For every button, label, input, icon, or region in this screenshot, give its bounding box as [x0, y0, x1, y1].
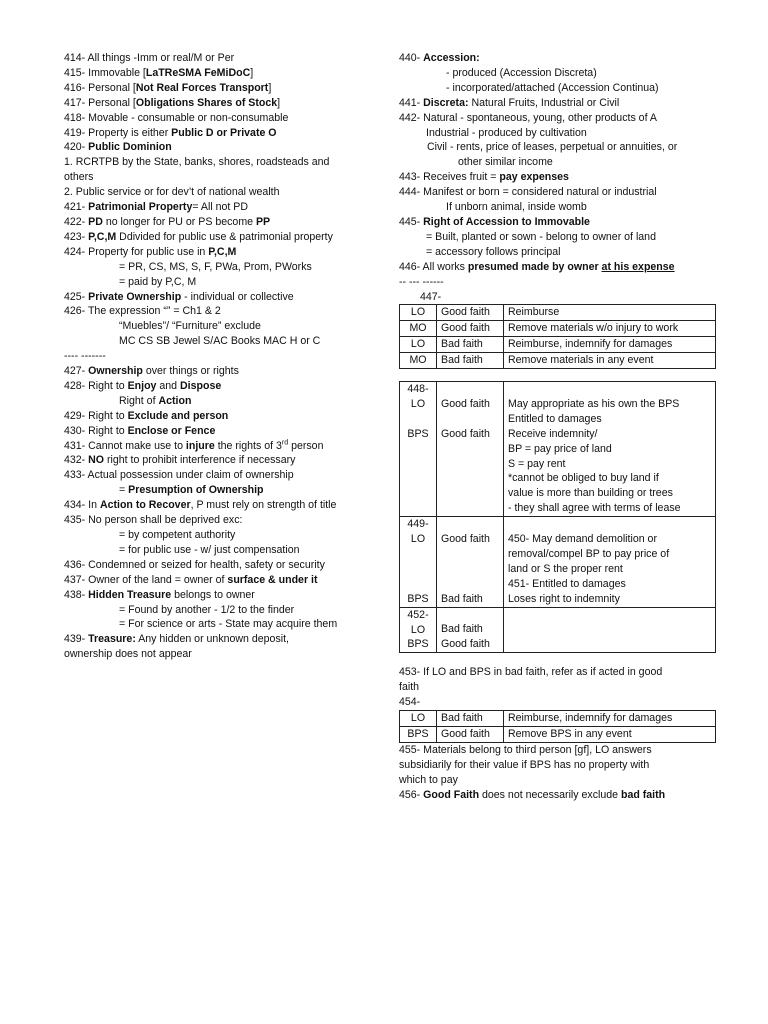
party-cell [400, 382, 437, 517]
cell-line: LO [410, 397, 426, 410]
cell-line: LO [410, 623, 426, 636]
bold-text: Presumption of Ownership [128, 484, 264, 497]
text-line [64, 379, 364, 394]
cell-line [402, 501, 434, 516]
text-line [64, 528, 364, 543]
cell-line [441, 517, 499, 532]
bold-text: Public D or Private O [171, 126, 277, 139]
text-line [64, 424, 364, 439]
text-line [64, 81, 364, 96]
text: which to pay [399, 773, 458, 786]
text: person [288, 439, 324, 452]
cell-line [402, 412, 434, 427]
bold-text: LaTReSMA FeMiDoC [145, 66, 251, 79]
text-line [64, 185, 364, 200]
table-row [400, 305, 716, 321]
text: 425- [64, 290, 89, 303]
text: 437- Owner of the land = owner of [64, 573, 228, 586]
text-line [399, 230, 717, 245]
cell-line: LO [410, 533, 426, 546]
text: 426- The expression “” = Ch1 & 2 [64, 305, 221, 318]
bold-text: Good Faith [423, 788, 480, 801]
text-line [399, 680, 717, 695]
text: other similar income [458, 156, 553, 169]
text: Right of [119, 394, 159, 407]
text: 447- [420, 290, 442, 303]
text-line [64, 170, 364, 185]
cell-line [441, 562, 499, 577]
table-row [400, 337, 716, 353]
text-line [64, 439, 364, 454]
text: 431- Cannot make use to [64, 439, 186, 452]
text: ownership does not appear [64, 648, 192, 661]
text-line [64, 51, 364, 66]
bold-text: P,C,M [208, 245, 237, 258]
cell-line [508, 517, 711, 532]
text: MC CS SB Jewel S/AC Books MAC H or C [119, 335, 321, 348]
text: Ddivided for public use & patrimonial property [116, 230, 333, 243]
text: If unborn animal, inside womb [446, 201, 587, 214]
text: 421- [64, 201, 89, 214]
text: 414- All things -Imm or real/M or Per [64, 52, 235, 64]
cell-line [508, 637, 711, 652]
bold-text: injure [185, 439, 215, 452]
text: 438- [64, 588, 89, 601]
text-line [399, 155, 717, 170]
text: -- --- ------ [399, 275, 444, 288]
cell-line [441, 412, 499, 427]
text: 417- Personal [ [64, 96, 136, 109]
text-line [399, 96, 717, 111]
text: 453- If LO and BPS in bad faith, refer as if acted in good [399, 666, 663, 679]
cell-line: Loses right to indemnity [508, 592, 620, 605]
text-line [64, 126, 364, 141]
text: ---- ------- [64, 350, 106, 363]
cell-line: Receive indemnity/ [508, 427, 598, 440]
text: others [64, 171, 94, 184]
bold-text: PD [88, 215, 103, 228]
text-line [399, 185, 717, 200]
bold-text: NO [88, 454, 105, 467]
party-cell: MO [400, 353, 437, 369]
cell-line: removal/compel BP to pay price of [508, 547, 670, 560]
text: subsidiarily for their value if BPS has no property with [399, 758, 650, 771]
cell-line [402, 547, 434, 562]
effect-cell: Remove BPS in any event [504, 726, 716, 742]
text-line [399, 773, 717, 788]
text-line [64, 200, 364, 215]
cell-line [441, 608, 499, 623]
cell-line [441, 547, 499, 562]
text: does not necessarily exclude [479, 788, 621, 801]
table-row [400, 321, 716, 337]
bold-text: Dispose [180, 379, 222, 392]
text-line [64, 290, 364, 305]
bold-text: Action [158, 394, 192, 407]
cell-line: value is more than building or trees [508, 487, 673, 500]
right-column [399, 51, 717, 802]
text-line [64, 140, 364, 155]
effect-cell: Remove materials w/o injury to work [504, 321, 716, 337]
text: 445- [399, 215, 424, 228]
text: = accessory follows principal [426, 245, 561, 258]
notes-455-456 [399, 743, 717, 803]
text: 444- Manifest or born = considered natural or industrial [399, 186, 657, 199]
effect-cell [504, 382, 716, 517]
cell-line: land or S the proper rent [508, 562, 623, 575]
text-line [64, 96, 364, 111]
cell-line [402, 562, 434, 577]
text: = Built, planted or sown - belong to owner of land [426, 230, 656, 243]
table-row [400, 726, 716, 742]
text-line [399, 200, 717, 215]
table-row [400, 353, 716, 369]
faith-cell: Good faith [437, 305, 504, 321]
text: 1. RCRTPB by the State, banks, shores, roadsteads and [64, 156, 330, 169]
cell-line: May appropriate as his own the BPS [508, 397, 680, 410]
text: belongs to owner [171, 588, 255, 601]
text: , P must rely on strength of title [190, 499, 337, 512]
text: rd [281, 439, 289, 447]
bold-text: Right of Accession to Immovable [423, 215, 590, 228]
text: = for public use - w/ just compensation [119, 543, 300, 556]
text: 424- Property for public use in [64, 245, 209, 258]
text: “Muebles”/ “Furniture” exclude [119, 320, 261, 333]
cell-line: Good faith [441, 638, 490, 651]
text: 423- [64, 230, 89, 243]
accession-notes [399, 51, 717, 304]
notes-453-454 [399, 665, 717, 710]
text: over things or rights [142, 365, 239, 378]
table-row [400, 607, 716, 653]
text: = [119, 484, 129, 497]
text: 442- Natural - spontaneous, young, other products of A [399, 111, 657, 124]
text-line [399, 245, 717, 260]
text: 418- Movable - consumable or non-consumable [64, 111, 289, 124]
text-line [64, 647, 364, 662]
text-line [64, 66, 364, 81]
cell-line [402, 577, 434, 592]
bold-text: PP [255, 215, 271, 228]
text: = Found by another - 1/2 to the finder [119, 603, 295, 616]
faith-cell: Bad faith [437, 711, 504, 727]
text: 428- Right to [64, 379, 128, 392]
cell-line: BPS [407, 427, 429, 440]
cell-line: - they shall agree with terms of lease [508, 502, 681, 515]
text-line [399, 665, 717, 680]
text: ] [277, 96, 281, 109]
text: 429- Right to [64, 409, 128, 422]
bold-text: Action to Recover [99, 499, 191, 512]
text-line [64, 275, 364, 290]
bold-text: Patrimonial Property [88, 201, 193, 214]
text-line [64, 632, 364, 647]
party-cell: LO [400, 711, 437, 727]
text-line [64, 483, 364, 498]
bold-text: Not Real Forces Transport [135, 81, 269, 94]
left-column [64, 51, 364, 662]
text: 436- Condemned or seized for health, safety or security [64, 558, 325, 571]
party-cell [400, 607, 437, 653]
bold-text: Public Dominion [88, 141, 172, 154]
bold-text: Obligations Shares of Stock [135, 96, 278, 109]
table-448-452 [399, 381, 716, 653]
text: = PR, CS, MS, S, F, PWa, Prom, PWorks [119, 260, 312, 273]
text-line [64, 543, 364, 558]
bold-text: at his expense [601, 260, 675, 273]
bold-text: Accession: [423, 52, 480, 64]
text: Natural Fruits, Industrial or Civil [468, 96, 620, 109]
text: - individual or collective [181, 290, 294, 303]
cell-line: 450- May demand demolition or [508, 533, 657, 546]
text: 419- Property is either [64, 126, 172, 139]
bold-text: bad faith [620, 788, 666, 801]
table-447 [399, 304, 716, 369]
cell-line [508, 622, 711, 637]
text: = For science or arts - State may acquire them [119, 618, 338, 631]
effect-cell: Reimburse, indemnify for damages [504, 337, 716, 353]
table-row [400, 382, 716, 517]
text: Any hidden or unknown deposit, [135, 633, 289, 646]
cell-line: Bad faith [441, 623, 483, 636]
text-line [399, 126, 717, 141]
text: 443- Receives fruit = [399, 171, 500, 184]
faith-cell [437, 382, 504, 517]
text-line [64, 304, 364, 319]
text: 416- Personal [ [64, 81, 136, 94]
party-cell: LO [400, 337, 437, 353]
text-line [64, 453, 364, 468]
text-line [64, 588, 364, 603]
text: 427- [64, 365, 89, 378]
text-line [64, 245, 364, 260]
cell-line: Good faith [441, 533, 490, 546]
bold-text: Ownership [88, 365, 143, 378]
text-line [399, 758, 717, 773]
text-line [399, 66, 717, 81]
text-line [399, 743, 717, 758]
text: Civil - rents, price of leases, perpetual or annuities, or [427, 141, 678, 154]
text: 446- All works [399, 260, 468, 273]
text: 440- [399, 52, 424, 64]
cell-line: S = pay rent [508, 457, 566, 470]
cell-line: *cannot be obliged to buy land if [508, 472, 659, 485]
text-line [399, 51, 717, 66]
text-line [399, 275, 717, 290]
cell-line: 452- [407, 608, 429, 621]
text: right to prohibit interference if necessary [104, 454, 296, 467]
bold-text: Enclose or Fence [127, 424, 216, 437]
text: faith [399, 681, 420, 694]
text-line [399, 81, 717, 96]
text: - produced (Accession Discreta) [446, 66, 597, 79]
text-line [399, 290, 717, 305]
text: = paid by P,C, M [119, 275, 197, 288]
text-line [64, 155, 364, 170]
text: 455- Materials belong to third person [gf], LO answers [399, 743, 652, 756]
cell-line: Good faith [441, 427, 490, 440]
text-line [399, 170, 717, 185]
bold-text: pay expenses [499, 171, 569, 184]
cell-line: BPS [407, 592, 429, 605]
text: 2. Public service or for dev’t of national wealth [64, 186, 280, 199]
effect-cell: Remove materials in any event [504, 353, 716, 369]
faith-cell [437, 607, 504, 653]
bold-text: Hidden Treasure [88, 588, 172, 601]
cell-line [508, 608, 711, 623]
text-line [64, 334, 364, 349]
cell-line [402, 486, 434, 501]
cell-line: 451- Entitled to damages [508, 577, 626, 590]
faith-cell: Bad faith [437, 337, 504, 353]
text-line [64, 364, 364, 379]
bold-text: P,C,M [88, 230, 117, 243]
text: 420- [64, 141, 89, 154]
text-line [64, 230, 364, 245]
text-line [399, 695, 717, 710]
text-line [64, 513, 364, 528]
bold-text: Exclude and person [127, 409, 229, 422]
cell-line [441, 382, 499, 397]
cell-line [441, 577, 499, 592]
cell-line [402, 442, 434, 457]
text-line [399, 788, 717, 803]
text: 441- [399, 96, 424, 109]
faith-cell: Good faith [437, 321, 504, 337]
text-line [399, 111, 717, 126]
text: = All not PD [192, 201, 249, 214]
text-line [64, 603, 364, 618]
text: Industrial - produced by cultivation [426, 126, 587, 139]
text-line [64, 498, 364, 513]
text: 456- [399, 788, 424, 801]
cell-line: BPS [407, 638, 429, 651]
text: 433- Actual possession under claim of ownership [64, 469, 294, 482]
text: 435- No person shall be deprived exc: [64, 514, 243, 527]
cell-line [402, 471, 434, 486]
text-line [64, 617, 364, 632]
text: 422- [64, 215, 89, 228]
text-line [399, 140, 717, 155]
text: ] [268, 81, 272, 94]
faith-cell: Good faith [437, 726, 504, 742]
cell-line [508, 382, 711, 397]
bold-text: Enjoy [127, 379, 157, 392]
bold-text: surface & under it [227, 573, 318, 586]
bold-text: Discreta: [423, 96, 469, 109]
text: - incorporated/attached (Accession Continua) [446, 81, 659, 94]
text: the rights of 3 [214, 439, 282, 452]
cell-line: 449- [407, 518, 429, 531]
text-line [64, 468, 364, 483]
text-line [64, 260, 364, 275]
text: = by competent authority [119, 529, 236, 541]
cell-line: 448- [407, 383, 429, 396]
cell-line: BP = pay price of land [508, 442, 612, 455]
text: 432- [64, 454, 89, 467]
text: ] [250, 66, 254, 79]
cell-line: Good faith [441, 397, 490, 410]
party-cell: LO [400, 305, 437, 321]
cell-line: Bad faith [441, 592, 483, 605]
effect-cell: Reimburse, indemnify for damages [504, 711, 716, 727]
text-line [64, 573, 364, 588]
text-line [64, 409, 364, 424]
effect-cell: Reimburse [504, 305, 716, 321]
text-line [399, 215, 717, 230]
cell-line: Entitled to damages [508, 412, 602, 425]
text-line [64, 349, 364, 364]
bold-text: Private Ownership [88, 290, 182, 303]
text-line [399, 260, 717, 275]
cell-line [402, 457, 434, 472]
effect-cell [504, 607, 716, 653]
party-cell [400, 517, 437, 607]
text: and [156, 379, 181, 392]
bold-text: Treasure: [88, 633, 136, 646]
table-row [400, 711, 716, 727]
text: 434- In [64, 499, 100, 512]
text-line [64, 394, 364, 409]
text-line [64, 111, 364, 126]
text: 439- [64, 633, 89, 646]
text-line [64, 215, 364, 230]
party-cell: MO [400, 321, 437, 337]
bold-text: presumed made by owner [467, 260, 599, 273]
faith-cell: Bad faith [437, 353, 504, 369]
text: 415- Immovable [ [64, 66, 146, 79]
text: no longer for PU or PS become [102, 215, 256, 228]
text: 430- Right to [64, 424, 128, 437]
text-line [64, 319, 364, 334]
faith-cell [437, 517, 504, 607]
effect-cell [504, 517, 716, 607]
table-row [400, 517, 716, 607]
table-454 [399, 710, 716, 743]
text-line [64, 558, 364, 573]
text: 454- [399, 696, 421, 709]
party-cell: BPS [400, 726, 437, 742]
